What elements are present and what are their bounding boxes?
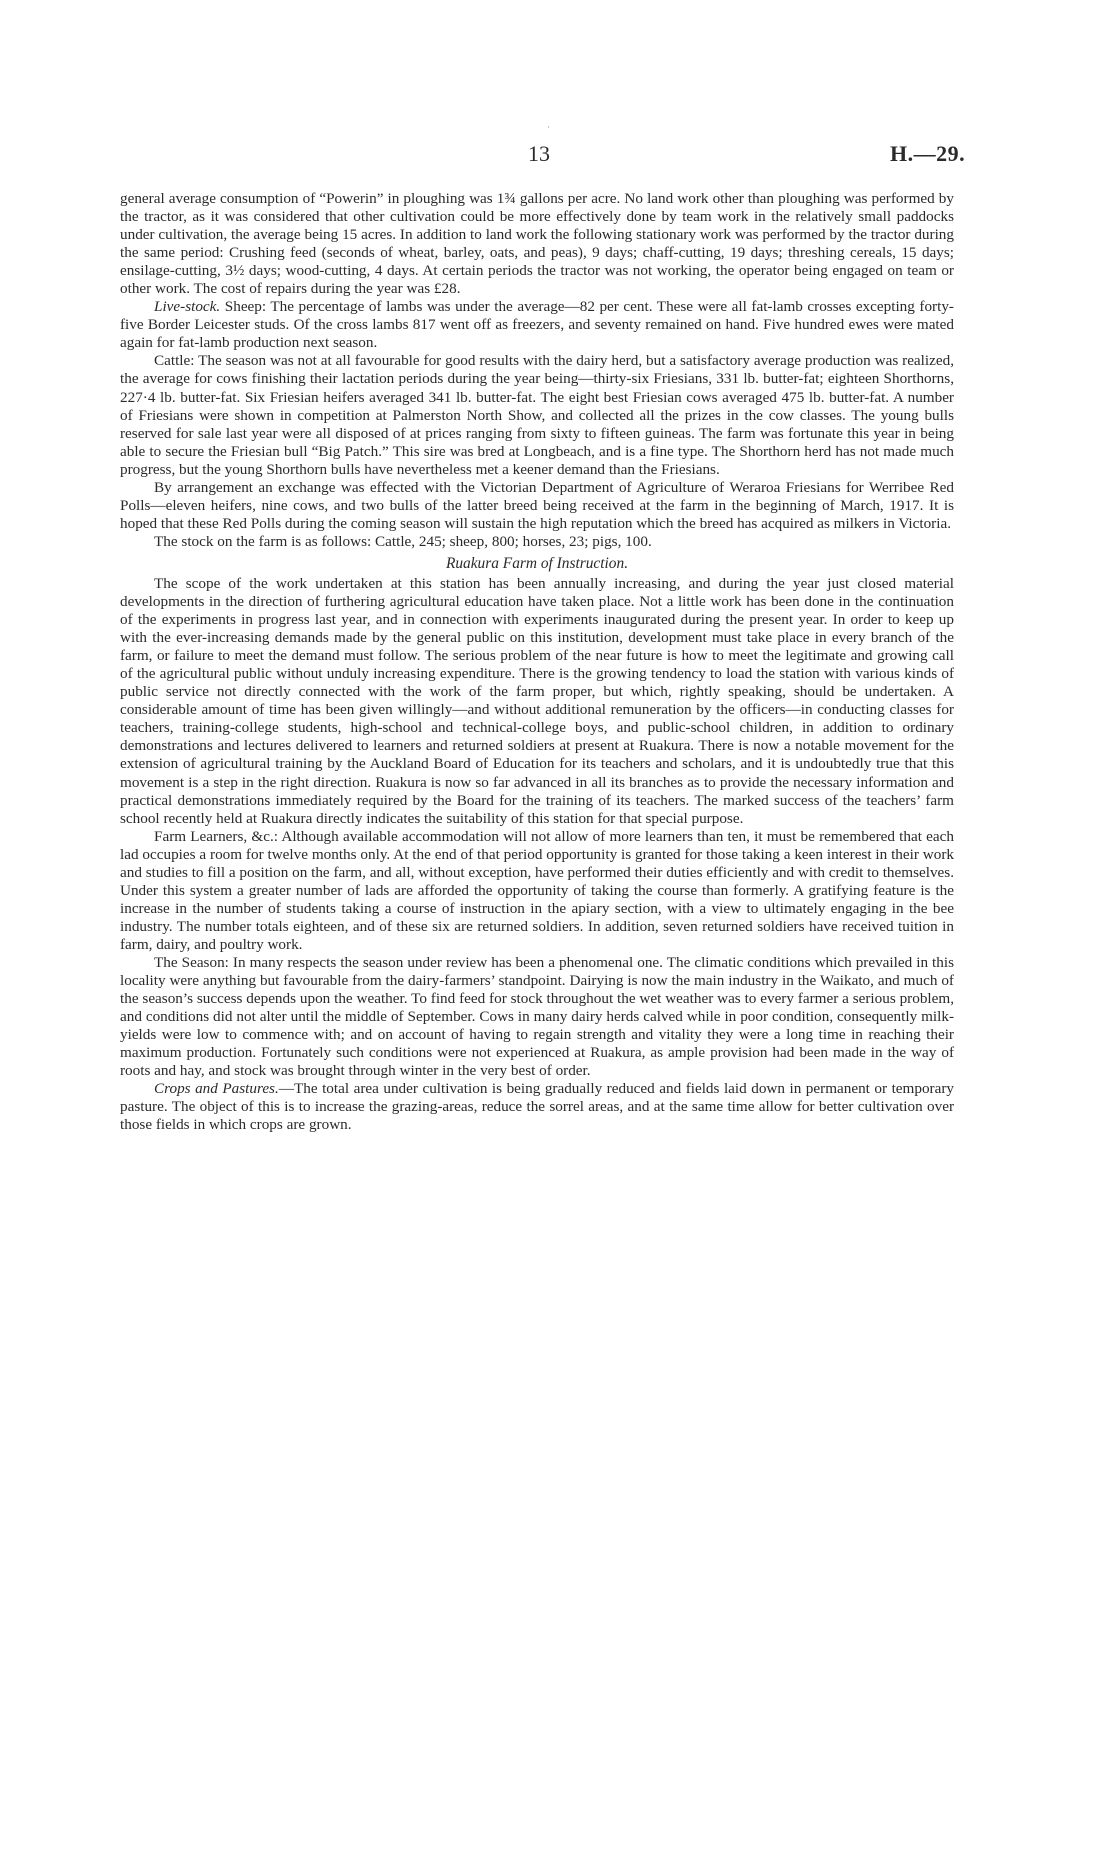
document-reference: H.—29. bbox=[890, 141, 966, 166]
paragraph-crops-pastures bbox=[120, 1080, 954, 1134]
paragraph-livestock-sheep bbox=[120, 298, 954, 352]
section-heading: Ruakura Farm of Instruction. bbox=[445, 554, 629, 572]
crops-text: —The total area under cultivation is being gradually reduced and fields laid down in permanent or temporary pasture. The object of this is to increase the grazing-areas, reduce the sorrel areas, and at the same time allow for better cultivation over those fields in which crops are grown. bbox=[120, 1080, 954, 1134]
paragraph-stock-summary: The stock on the farm is as follows: Cattle, 245; sheep, 800; horses, 23; pigs, 100. bbox=[154, 532, 652, 550]
paragraph-season: The Season: In many respects the season under review has been a phenomenal one. The climatic conditions which prevailed in this locality were anything but favourable from the dairy-farmers’ standpoint. Dairying is now the main industry in the Waikato, and much of the season’s success depends upon the weather. To find feed for stock throughout the wet weather was to every farmer a serious problem, and conditions did not alter until the middle of September. Cows in many dairy herds calved while in poor condition, consequently milk-yields were low to commence with; and on account of having to regain strength and vitality they were a long time in reaching their maximum production. Fortunately such conditions were not experienced at Ruakura, as ample provision had been made in the way of roots and hay, and stock was brought through winter in the very best of order. bbox=[120, 953, 954, 1080]
livestock-lead: Live-stock. bbox=[154, 298, 221, 316]
paragraph-farm-learners: Farm Learners, &c.: Although available accommodation will not allow of more learners than ten, it must be remembered that each lad occupies a room for twelve months only. At the end of that period opportunity is granted for those taking a keen interest in their work and studies to fill a position on the farm, and all, without exception, have performed their duties efficiently and with credit to themselves. Under this system a greater number of lads are afforded the opportunity of taking the course than formerly. A gratifying feature is the increase in the number of students taking a course of instruction in the apiary section, with a view to ultimately engaging in the bee industry. The number totals eighteen, and of these six are returned soldiers. In addition, seven returned soldiers have received tuition in farm, dairy, and poultry work. bbox=[120, 827, 954, 953]
body-text bbox=[120, 190, 954, 1134]
crops-lead: Crops and Pastures. bbox=[154, 1080, 279, 1098]
page-header bbox=[0, 141, 1114, 171]
paragraph-ruakura-scope: The scope of the work undertaken at this station has been annually increasing, and during the year just closed material developments in the direction of furthering agricultural education have taken place. Not a little work has been done in the continuation of the experiments in progress last year, and in connection with experiments inaugurated during the present year. In order to keep up with the ever-increasing demands made by the general public on this institution, development must take place in every branch of the farm, or failure to meet the demand must follow. The serious problem of the near future is how to meet the legitimate and growing call of the agricultural public without unduly increasing expenditure. There is the growing tendency to load the station with various kinds of public service not directly connected with the work of the farm proper, but which, rightly speaking, should be undertaken. A considerable amount of time has been given willingly—and without additional remuneration by the officers—in conducting classes for teachers, training-college students, high-school and technical-college boys, and public-school children, in addition to ordinary demonstrations and lectures delivered to learners and returned soldiers at present at Ruakura. There is now a notable movement for the extension of agricultural training by the Auckland Board of Education for its teachers and scholars, and it is undoubtedly true that this movement is a step in the right direction. Ruakura is now so far advanced in all its branches as to provide the necessary information and practical demonstrations immediately required by the Board for the training of its teachers. The marked success of the teachers’ farm school recently held at Ruakura directly indicates the suitability of this station for that special purpose. bbox=[120, 574, 954, 827]
paragraph-tractor-work: general average consumption of “Powerin” in ploughing was 1¾ gallons per acre. No land work other than ploughing was performed by the tractor, as it was considered that other cultivation could be more effectively done by team work in the relatively small paddocks under cultivation, the average being 15 acres. In addition to land work the following stationary work was performed by the tractor during the same period: Crushing feed (seconds of wheat, barley, oats, and peas), 9 days; chaff-cutting, 19 days; threshing cereals, 15 days; ensilage-cutting, 3½ days; wood-cutting, 4 days. At certain periods the tractor was not working, the operator being engaged on team or other work. The cost of repairs during the year was £28. bbox=[120, 190, 954, 298]
scan-speck: · bbox=[547, 122, 550, 132]
page-number: 13 bbox=[528, 141, 550, 166]
paragraph-exchange: By arrangement an exchange was effected with the Victorian Department of Agriculture of Weraroa Friesians for Werribee Red Polls—eleven heifers, nine cows, and two bulls of the latter breed being received at the farm in the beginning of March, 1917. It is hoped that these Red Polls during the coming season will sustain the high reputation which the breed has acquired as milkers in Victoria. bbox=[120, 478, 954, 532]
paragraph-cattle: Cattle: The season was not at all favourable for good results with the dairy herd, but a satisfactory average production was realized, the average for cows finishing their lactation periods during the year being—thirty-six Friesians, 331 lb. butter-fat; eighteen Shorthorns, 227·4 lb. butter-fat. Six Friesian heifers averaged 341 lb. butter-fat. The eight best Friesian cows averaged 475 lb. butter-fat. A number of Friesians were shown in competition at Palmerston North Show, and collected all the prizes in the cow classes. The young bulls reserved for sale last year were all disposed of at prices ranging from sixty to fifteen guineas. The farm was fortunate this year in being able to secure the Friesian bull “Big Patch.” This sire was bred at Longbeach, and is a fine type. The Shorthorn herd has not made much progress, but the young Shorthorn bulls have nevertheless met a keener demand than the Friesians. bbox=[120, 352, 954, 478]
livestock-text: Sheep: The percentage of lambs was under the average—82 per cent. These were all fat-lamb crosses excepting forty-five Border Leicester studs. Of the cross lambs 817 went off as freezers, and seventy remained on hand. Five hundred ewes were mated again for fat-lamb production next season. bbox=[120, 298, 954, 352]
